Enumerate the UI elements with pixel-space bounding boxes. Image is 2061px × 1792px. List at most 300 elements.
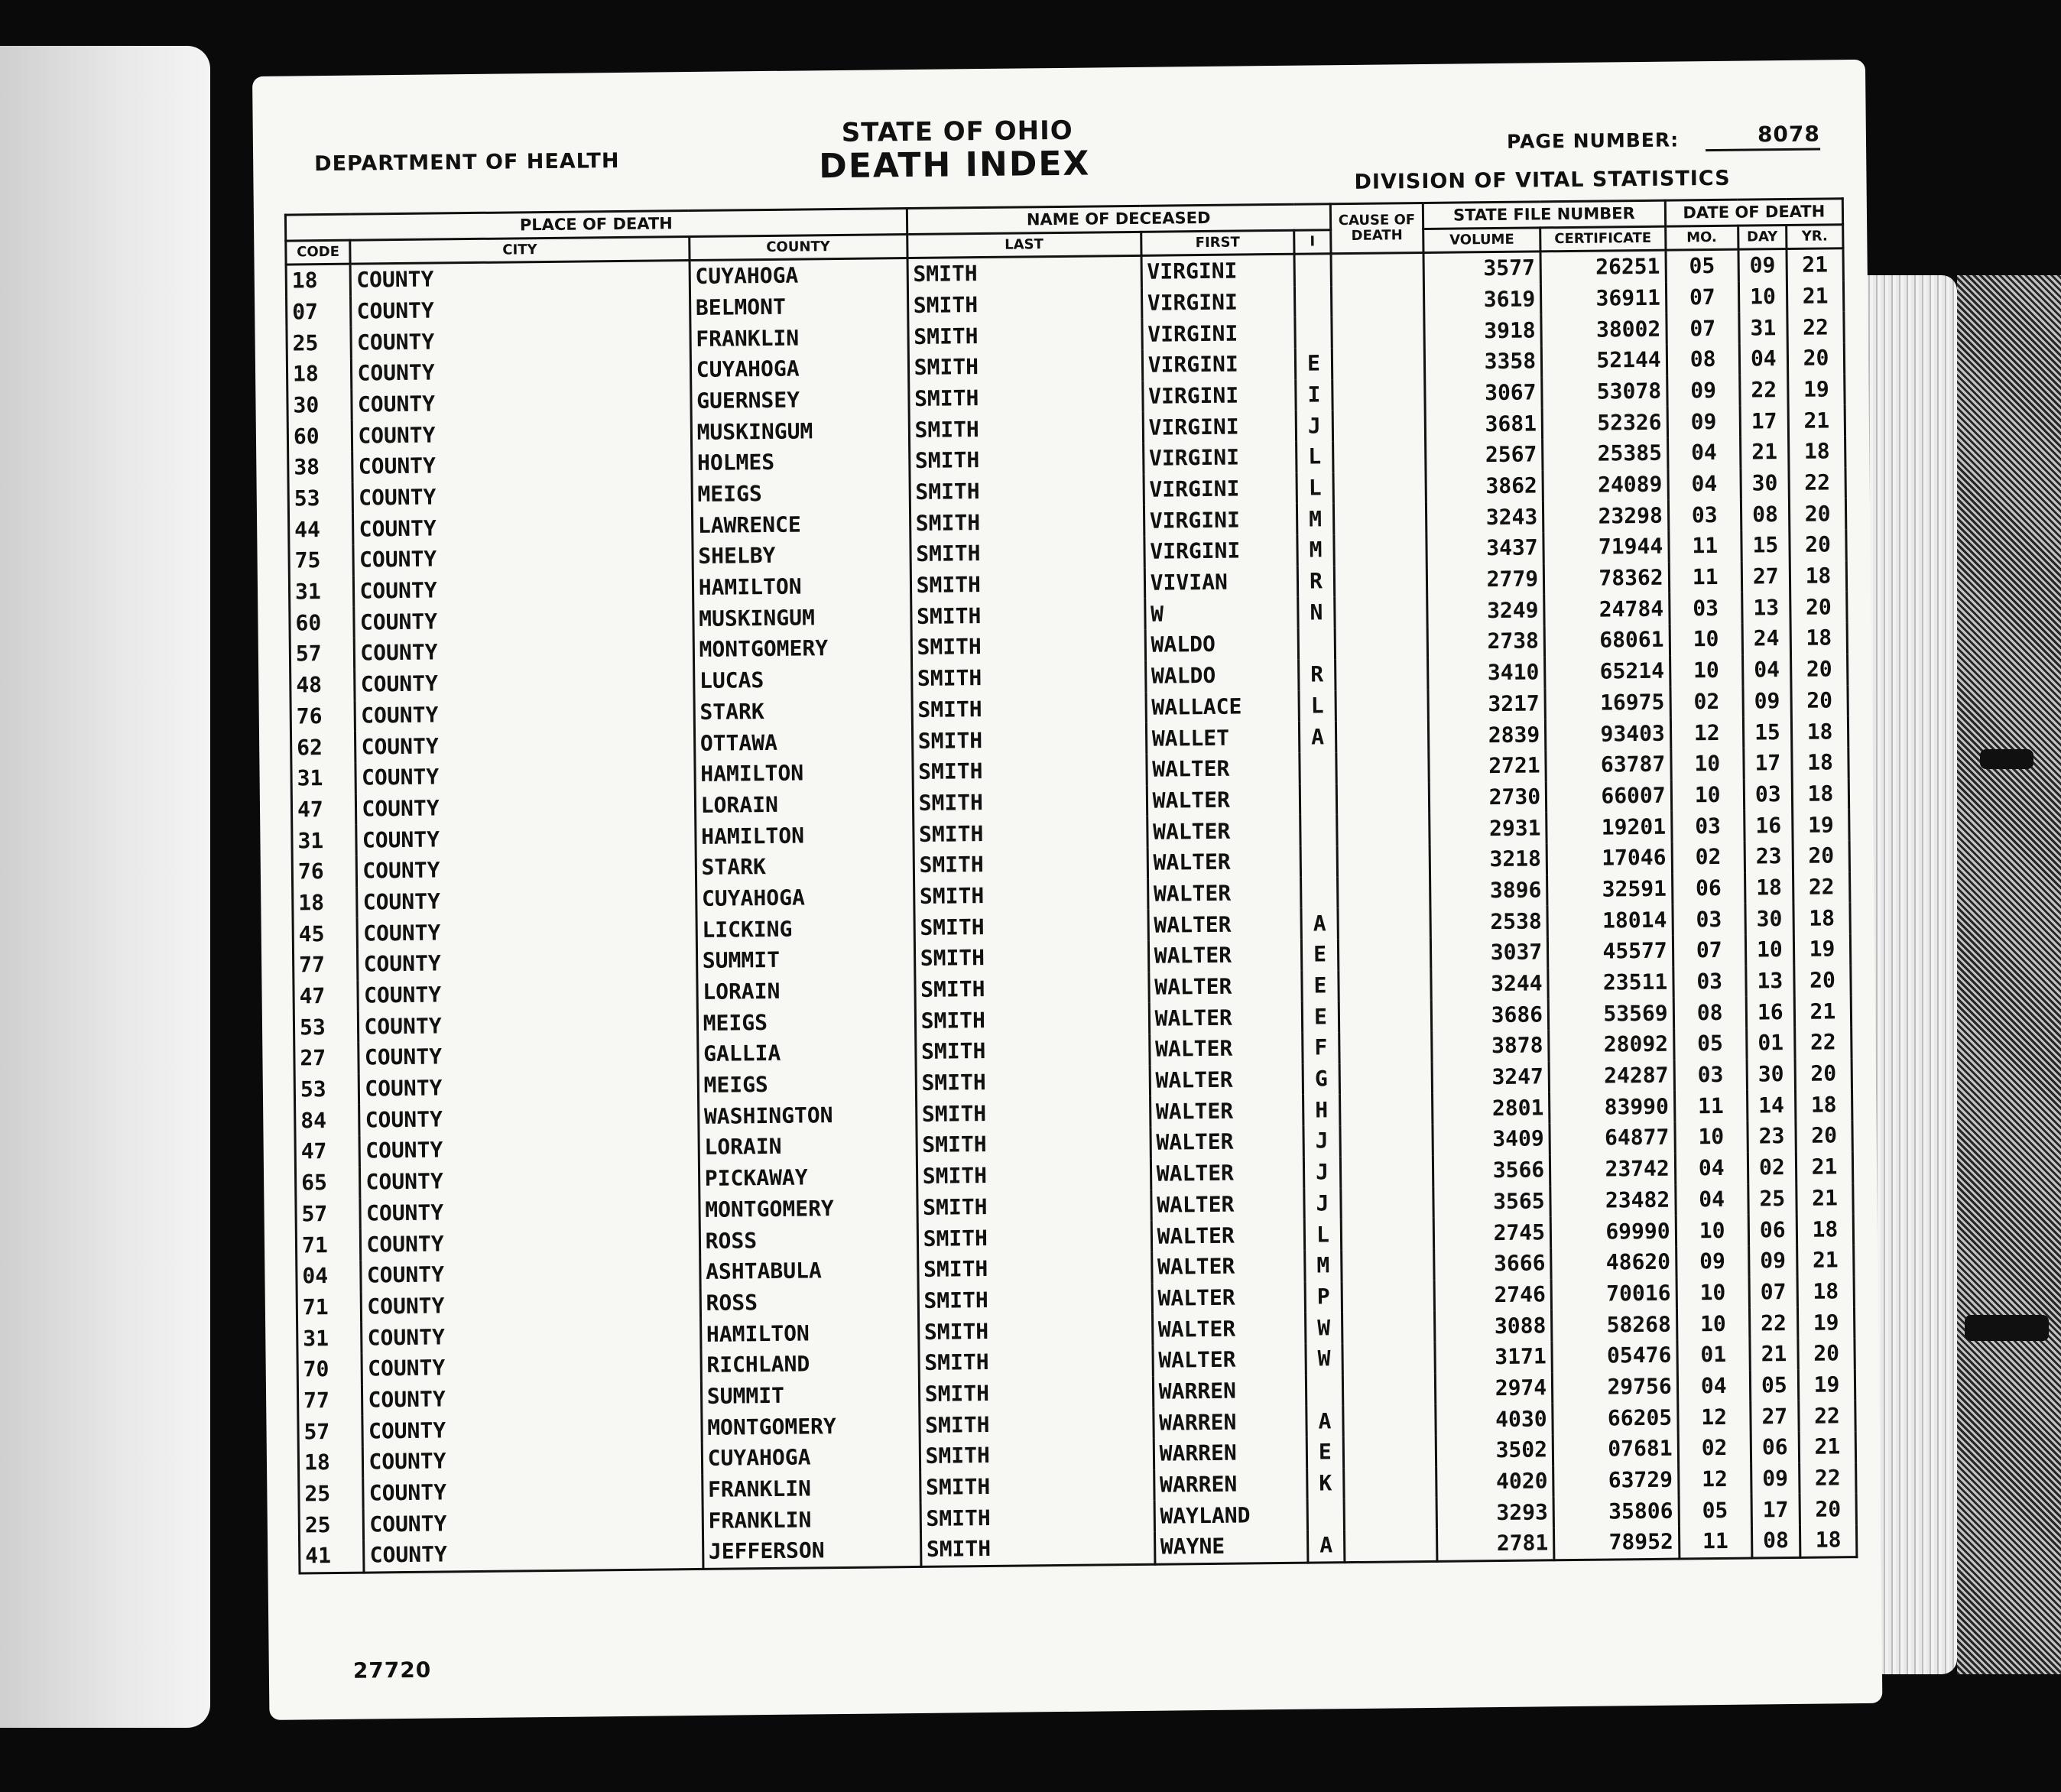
place-of-death-header: PLACE OF DEATH (285, 209, 907, 242)
initial-header: I (1294, 230, 1331, 254)
last-name-cell: SMITH (920, 1532, 1154, 1566)
city-cell: COUNTY (355, 759, 695, 794)
day-cell: 08 (1741, 498, 1790, 530)
department-label: DEPARTMENT OF HEALTH (314, 148, 620, 177)
day-cell: 10 (1738, 281, 1787, 313)
certificate-cell: 23742 (1550, 1153, 1675, 1185)
cause-of-death-cell (1332, 316, 1425, 348)
first-name-cell: WAYNE (1154, 1531, 1308, 1564)
first-name-cell: VIRGINI (1142, 349, 1296, 381)
year-cell: 20 (1790, 592, 1847, 623)
day-cell: 21 (1750, 1339, 1799, 1370)
cause-of-death-cell (1333, 502, 1426, 534)
year-cell: 21 (1796, 1151, 1852, 1183)
cause-of-death-cell (1333, 472, 1426, 504)
cause-of-death-cell (1332, 409, 1426, 441)
certificate-cell: 05476 (1552, 1340, 1677, 1372)
certificate-cell: 26251 (1540, 250, 1666, 284)
initial-cell (1300, 752, 1336, 784)
day-cell: 24 (1742, 623, 1791, 654)
day-cell: 25 (1748, 1183, 1796, 1214)
county-cell: HAMILTON (693, 570, 910, 604)
last-name-cell: SMITH (914, 848, 1147, 881)
initial-cell: M (1297, 504, 1334, 535)
county-cell: CUYAHOGA (690, 258, 907, 292)
volume-cell: 3566 (1433, 1154, 1550, 1187)
last-name-cell: SMITH (915, 1034, 1149, 1068)
year-cell: 18 (1796, 1089, 1852, 1121)
month-cell: 10 (1676, 1308, 1749, 1340)
code-cell: 25 (287, 327, 352, 359)
city-cell: COUNTY (364, 1505, 703, 1540)
code-cell: 70 (297, 1354, 362, 1386)
county-header: COUNTY (689, 235, 907, 261)
first-name-cell: WAYLAND (1154, 1499, 1308, 1532)
day-cell: 10 (1745, 934, 1794, 966)
cause-of-death-cell (1338, 938, 1431, 970)
volume-cell: 2745 (1433, 1217, 1550, 1249)
certificate-cell: 32591 (1547, 873, 1673, 905)
first-name-cell: VIRGINI (1141, 254, 1295, 287)
volume-cell: 3171 (1435, 1341, 1552, 1373)
cause-of-death-cell (1344, 1498, 1437, 1530)
cause-of-death-cell (1341, 1218, 1434, 1250)
code-cell: 53 (294, 1073, 359, 1105)
first-name-cell: WALTER (1149, 1002, 1303, 1034)
code-cell: 25 (299, 1509, 364, 1541)
volume-cell: 3244 (1431, 968, 1548, 1000)
volume-cell: 2738 (1427, 625, 1544, 657)
name-of-deceased-header: NAME OF DECEASED (907, 204, 1330, 235)
first-name-cell: WALTER (1151, 1188, 1305, 1221)
initial-cell: W (1306, 1312, 1342, 1343)
first-name-cell: WALDO (1145, 628, 1299, 661)
first-name-cell: WARREN (1154, 1406, 1307, 1439)
year-cell: 18 (1790, 560, 1846, 592)
county-cell: STARK (694, 695, 912, 729)
first-name-cell: WARREN (1154, 1437, 1307, 1470)
year-cell: 20 (1789, 498, 1845, 530)
city-cell: COUNTY (362, 1381, 702, 1416)
certificate-cell: 23511 (1548, 966, 1673, 998)
initial-cell: I (1296, 379, 1332, 411)
initial-cell: G (1303, 1063, 1339, 1095)
city-cell: COUNTY (355, 697, 694, 732)
initial-cell: M (1305, 1250, 1342, 1281)
certificate-cell: 78362 (1543, 562, 1669, 594)
county-cell: WASHINGTON (698, 1099, 916, 1132)
county-cell: CUYAHOGA (696, 881, 914, 915)
year-cell: 19 (1793, 933, 1850, 965)
county-cell: LORAIN (695, 788, 913, 822)
volume-cell: 3437 (1426, 532, 1543, 564)
code-cell: 53 (294, 1011, 359, 1044)
code-cell: 31 (297, 1323, 362, 1355)
month-cell: 11 (1679, 1526, 1751, 1559)
month-cell: 05 (1679, 1495, 1751, 1527)
first-name-cell: WALTER (1147, 753, 1300, 786)
cause-of-death-cell (1342, 1374, 1436, 1406)
city-cell: COUNTY (360, 1164, 699, 1198)
initial-cell (1294, 254, 1331, 287)
cause-of-death-cell (1336, 813, 1430, 846)
day-cell: 15 (1741, 530, 1790, 561)
volume-cell: 2779 (1426, 563, 1543, 596)
city-cell: COUNTY (357, 914, 696, 949)
code-cell: 47 (294, 980, 359, 1012)
month-cell: 12 (1670, 717, 1743, 749)
volume-cell: 3217 (1428, 688, 1545, 720)
county-cell: LICKING (696, 912, 914, 946)
initial-cell: E (1302, 970, 1339, 1002)
county-cell: JEFFERSON (703, 1534, 920, 1569)
certificate-cell: 48620 (1551, 1246, 1676, 1278)
year-cell: 21 (1787, 248, 1843, 281)
code-cell: 31 (291, 763, 356, 795)
initial-cell: F (1303, 1032, 1339, 1063)
cause-of-death-cell (1339, 969, 1432, 1002)
death-index-table (284, 197, 1858, 1574)
code-cell: 38 (288, 452, 353, 484)
year-cell: 22 (1789, 467, 1845, 498)
last-name-cell: SMITH (918, 1314, 1152, 1348)
county-cell: GUERNSEY (690, 384, 908, 417)
year-cell: 18 (1800, 1524, 1856, 1557)
first-name-cell: WALTER (1149, 1033, 1303, 1066)
cause-of-death-cell (1342, 1311, 1435, 1343)
code-cell: 60 (290, 607, 355, 639)
code-cell: 18 (287, 359, 352, 391)
year-cell: 18 (1792, 778, 1848, 810)
county-cell: FRANKLIN (702, 1472, 920, 1506)
last-name-cell: SMITH (918, 1283, 1152, 1316)
county-cell: LORAIN (697, 975, 915, 1008)
code-cell: 44 (289, 514, 354, 546)
last-name-cell: SMITH (919, 1346, 1153, 1379)
county-cell: PICKAWAY (699, 1161, 917, 1195)
city-cell: COUNTY (359, 1008, 698, 1042)
day-cell: 21 (1740, 437, 1789, 468)
volume-cell: 3218 (1430, 843, 1547, 875)
first-name-cell: WALTER (1148, 908, 1302, 941)
day-cell: 27 (1750, 1401, 1799, 1432)
last-name-cell: SMITH (914, 910, 1148, 943)
month-cell: 04 (1668, 468, 1741, 500)
date-of-death-header: DATE OF DEATH (1665, 199, 1843, 227)
initial-cell: R (1298, 566, 1335, 597)
state-file-number-header: STATE FILE NUMBER (1423, 200, 1665, 229)
certificate-cell: 19201 (1547, 811, 1672, 843)
month-cell: 05 (1673, 1028, 1746, 1060)
certificate-header: CERTIFICATE (1540, 226, 1666, 252)
cause-of-death-cell (1334, 534, 1427, 566)
cause-of-death-cell (1336, 783, 1430, 815)
day-cell: 04 (1739, 343, 1788, 375)
volume-cell: 3896 (1430, 875, 1547, 907)
month-cell: 10 (1676, 1277, 1749, 1309)
first-name-cell: WALTER (1151, 1157, 1304, 1190)
county-cell: MONTGOMERY (699, 1192, 917, 1226)
volume-cell: 2974 (1435, 1372, 1552, 1404)
day-cell: 18 (1745, 872, 1793, 904)
city-cell: COUNTY (359, 1039, 698, 1073)
month-cell: 04 (1667, 437, 1740, 469)
last-name-cell: SMITH (920, 1501, 1154, 1534)
code-cell: 47 (295, 1136, 360, 1168)
day-cell: 22 (1749, 1307, 1798, 1339)
cause-of-death-cell (1336, 689, 1429, 721)
initial-cell: A (1306, 1405, 1343, 1437)
county-cell: FRANKLIN (690, 321, 908, 355)
month-cell: 02 (1672, 842, 1745, 874)
initial-cell: E (1302, 1002, 1339, 1033)
county-cell: HAMILTON (695, 757, 913, 790)
cause-of-death-cell (1334, 565, 1427, 597)
city-cell: COUNTY (363, 1475, 703, 1509)
binding (1957, 275, 2061, 1674)
code-cell: 27 (294, 1043, 359, 1075)
code-cell: 76 (290, 700, 355, 732)
first-name-cell: WALTER (1147, 784, 1300, 816)
first-name-cell: VIRGINI (1141, 286, 1295, 319)
first-name-cell: WALTER (1149, 970, 1303, 1003)
cause-of-death-cell (1331, 252, 1424, 285)
code-cell: 62 (290, 732, 355, 764)
city-cell: COUNTY (356, 790, 696, 825)
last-name-cell: SMITH (910, 568, 1144, 602)
cause-of-death-cell (1336, 752, 1430, 784)
code-cell: 53 (288, 482, 353, 515)
cause-of-death-cell (1339, 1093, 1433, 1125)
city-cell: COUNTY (361, 1257, 700, 1291)
city-cell: COUNTY (352, 448, 692, 482)
county-cell: LORAIN (699, 1130, 917, 1164)
first-name-cell: WARREN (1154, 1468, 1307, 1501)
city-cell: COUNTY (360, 1194, 699, 1229)
code-cell: 31 (292, 825, 357, 857)
month-cell: 12 (1677, 1401, 1750, 1433)
city-header: CITY (350, 237, 690, 264)
last-name-cell: SMITH (913, 816, 1147, 850)
certificate-cell: 78952 (1554, 1527, 1680, 1560)
first-name-cell: VIRGINI (1144, 472, 1297, 505)
year-cell: 20 (1790, 529, 1846, 560)
month-cell: 09 (1667, 375, 1739, 407)
month-cell: 04 (1675, 1152, 1748, 1184)
day-cell: 22 (1739, 375, 1788, 406)
day-cell: 07 (1749, 1277, 1798, 1308)
county-cell: SUMMIT (701, 1379, 919, 1413)
volume-cell: 3878 (1432, 1030, 1549, 1062)
initial-cell: J (1303, 1125, 1340, 1157)
year-cell: 18 (1792, 747, 1848, 778)
initial-cell: L (1299, 690, 1336, 722)
last-name-cell: SMITH (909, 412, 1143, 446)
certificate-cell: 16975 (1545, 687, 1670, 719)
first-name-cell: VIRGINI (1142, 317, 1296, 350)
day-cell: 09 (1738, 248, 1787, 281)
certificate-cell: 23298 (1543, 500, 1669, 532)
city-cell: COUNTY (355, 635, 694, 669)
certificate-cell: 58268 (1552, 1309, 1677, 1341)
certificate-cell: 24089 (1543, 469, 1668, 501)
code-header: CODE (286, 240, 351, 265)
year-header: YR. (1787, 225, 1843, 249)
cause-of-death-cell (1342, 1342, 1436, 1375)
city-cell: COUNTY (354, 573, 693, 607)
certificate-cell: 17046 (1547, 842, 1672, 875)
division-label: DIVISION OF VITAL STATISTICS (1354, 166, 1731, 194)
month-cell: 08 (1673, 997, 1746, 1029)
certificate-cell: 53078 (1542, 375, 1667, 407)
city-cell: COUNTY (352, 479, 692, 514)
day-cell: 02 (1748, 1152, 1796, 1183)
year-cell: 20 (1794, 965, 1851, 996)
volume-cell: 3681 (1425, 408, 1542, 440)
city-cell: COUNTY (352, 386, 691, 420)
certificate-cell: 38002 (1541, 313, 1667, 346)
cause-of-death-cell (1343, 1436, 1436, 1468)
day-cell: 09 (1751, 1463, 1800, 1495)
month-cell: 12 (1678, 1463, 1751, 1495)
year-cell: 21 (1794, 996, 1851, 1027)
first-name-cell: WALTER (1152, 1281, 1306, 1314)
volume-cell: 3410 (1428, 657, 1545, 689)
code-cell: 57 (298, 1416, 363, 1448)
cause-of-death-cell (1332, 347, 1425, 379)
volume-header: VOLUME (1423, 228, 1540, 252)
last-name-cell: SMITH (913, 755, 1147, 788)
city-cell: COUNTY (354, 603, 693, 638)
volume-cell: 3243 (1426, 502, 1543, 534)
day-cell: 06 (1748, 1214, 1797, 1245)
month-cell: 07 (1673, 935, 1745, 967)
month-cell: 10 (1670, 654, 1742, 687)
initial-cell: J (1304, 1157, 1341, 1188)
last-name-cell: SMITH (913, 785, 1147, 819)
day-cell: 30 (1745, 903, 1794, 934)
initial-cell: L (1297, 441, 1333, 472)
city-cell: COUNTY (362, 1350, 701, 1385)
code-cell: 04 (297, 1260, 362, 1292)
year-cell: 20 (1800, 1494, 1856, 1525)
first-name-cell: VIRGINI (1143, 411, 1297, 443)
initial-cell: E (1302, 939, 1339, 970)
initial-cell (1298, 628, 1335, 659)
day-cell: 01 (1746, 1027, 1795, 1059)
initial-cell: L (1304, 1219, 1341, 1250)
month-cell: 09 (1667, 406, 1740, 438)
last-name-cell: SMITH (912, 692, 1146, 726)
certificate-cell: 28092 (1549, 1029, 1674, 1061)
month-cell: 08 (1667, 344, 1739, 376)
first-name-cell: WALTER (1152, 1313, 1306, 1346)
certificate-cell: 35806 (1553, 1495, 1679, 1527)
volume-cell: 2931 (1430, 813, 1547, 845)
first-name-cell: WALTER (1148, 940, 1302, 972)
county-cell: MUSKINGUM (691, 414, 909, 448)
first-name-cell: VIRGINI (1144, 504, 1297, 537)
first-name-cell: VIRGINI (1144, 535, 1298, 568)
year-cell: 20 (1791, 654, 1848, 685)
county-cell: STARK (696, 850, 914, 884)
last-name-cell: SMITH (917, 1190, 1151, 1223)
volume-cell: 2746 (1434, 1279, 1551, 1311)
month-cell: 11 (1669, 531, 1741, 563)
month-cell: 03 (1673, 966, 1746, 998)
code-cell: 77 (293, 950, 358, 982)
certificate-cell: 93403 (1546, 718, 1671, 750)
certificate-cell: 66205 (1553, 1402, 1678, 1434)
volume-cell: 2801 (1433, 1092, 1550, 1125)
certificate-cell: 18014 (1547, 904, 1673, 937)
city-cell: COUNTY (351, 323, 690, 358)
certificate-cell: 66007 (1546, 780, 1671, 812)
code-cell: 77 (297, 1385, 362, 1417)
volume-cell: 3862 (1426, 470, 1543, 502)
initial-cell (1300, 784, 1336, 815)
volume-cell: 2538 (1430, 906, 1547, 938)
city-cell: COUNTY (362, 1288, 701, 1323)
volume-cell: 2730 (1429, 781, 1546, 813)
code-cell: 30 (287, 389, 352, 421)
last-name-cell: SMITH (920, 1439, 1154, 1472)
month-cell: 01 (1677, 1339, 1750, 1372)
code-cell: 45 (293, 918, 358, 950)
initial-cell: A (1301, 908, 1338, 940)
last-name-cell: SMITH (907, 287, 1141, 321)
last-name-cell: SMITH (908, 319, 1142, 352)
month-cell: 04 (1675, 1183, 1748, 1216)
code-cell: 76 (292, 856, 357, 888)
cause-of-death-cell (1343, 1404, 1436, 1437)
county-cell: MEIGS (698, 1068, 916, 1102)
county-cell: SHELBY (693, 539, 910, 573)
last-name-cell: SMITH (910, 505, 1144, 539)
certificate-cell: 64877 (1550, 1122, 1675, 1154)
day-cell: 06 (1751, 1432, 1800, 1463)
year-cell: 18 (1791, 716, 1848, 747)
cause-of-death-cell (1339, 1000, 1432, 1032)
county-cell: MEIGS (692, 477, 910, 511)
last-name-cell: SMITH (917, 1128, 1151, 1161)
certificate-cell: 29756 (1552, 1371, 1677, 1403)
first-name-cell: VIRGINI (1142, 379, 1296, 412)
batch-number: 27720 (352, 1657, 432, 1683)
first-name-cell: WALTER (1147, 877, 1301, 910)
first-name-cell: WALTER (1147, 846, 1301, 879)
month-cell: 03 (1669, 592, 1741, 625)
month-cell: 11 (1669, 561, 1741, 593)
first-name-cell: WALLET (1146, 722, 1300, 755)
certificate-cell: 70016 (1551, 1277, 1676, 1310)
initial-cell: L (1297, 472, 1333, 504)
year-cell: 21 (1787, 281, 1843, 312)
certificate-cell: 24287 (1549, 1060, 1674, 1092)
year-cell: 20 (1793, 840, 1849, 872)
month-cell: 11 (1674, 1090, 1747, 1122)
initial-cell: J (1296, 411, 1332, 442)
certificate-cell: 68061 (1544, 625, 1670, 657)
month-header: MO. (1665, 226, 1738, 250)
code-cell: 48 (290, 669, 355, 701)
last-name-cell: SMITH (910, 537, 1144, 570)
cause-of-death-cell (1332, 378, 1425, 411)
code-cell: 84 (295, 1105, 360, 1137)
last-name-cell: SMITH (917, 1221, 1151, 1255)
county-cell: GALLIA (697, 1037, 915, 1070)
year-cell: 22 (1799, 1400, 1855, 1431)
